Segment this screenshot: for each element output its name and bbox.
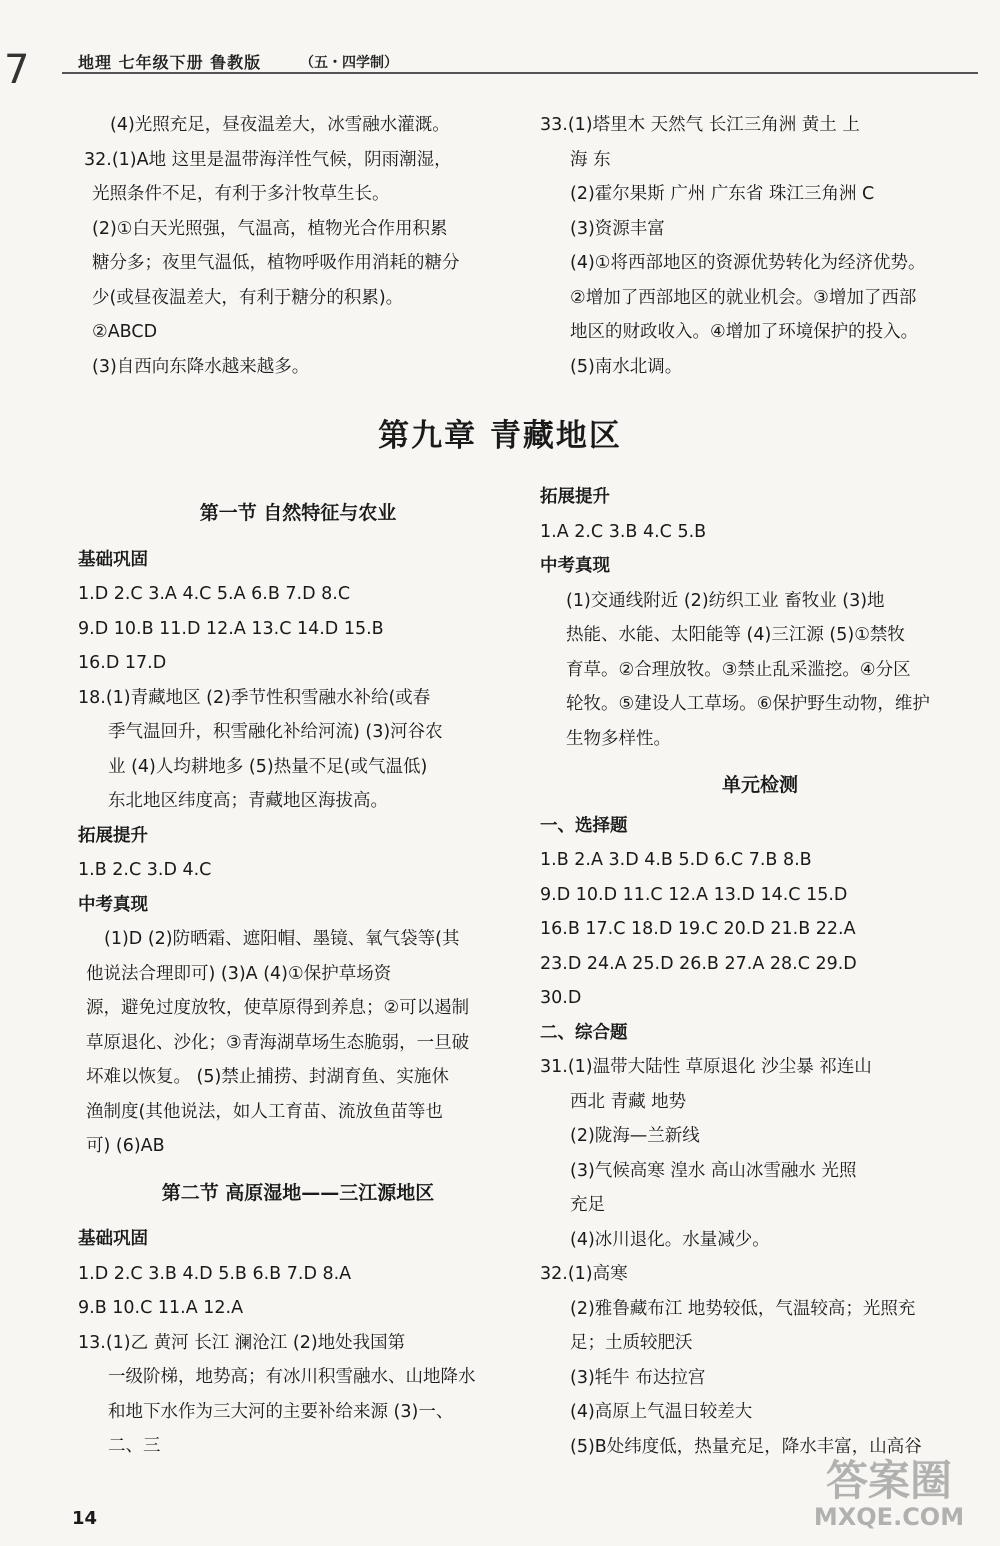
answer-line: 业 (4)人均耕地多 (5)热量不足(或气温低) xyxy=(108,756,428,777)
section-title: 第一节 自然特征与农业 xyxy=(199,502,397,524)
answer-line: (3)资源丰富 xyxy=(570,218,665,239)
answer-line: 1.D 2.C 3.B 4.D 5.B 6.B 7.D 8.A xyxy=(78,1263,352,1284)
answer-line: 23.D 24.A 25.D 26.B 27.A 28.C 29.D xyxy=(540,953,857,974)
answer-line: 光照条件不足，有利于多汁牧草生长。 xyxy=(92,184,390,204)
chapter-title: 第九章 青藏地区 xyxy=(378,418,622,454)
page-header xyxy=(0,36,1000,93)
answer-line: 西北 青藏 地势 xyxy=(570,1091,687,1112)
answer-line: 二、三 xyxy=(108,1436,161,1456)
answer-line: 足；土质较肥沃 xyxy=(570,1333,693,1353)
subsection-heading: 一、选择题 xyxy=(540,815,628,836)
answer-line: 草原退化、沙化；③青海湖草场生态脆弱，一旦破 xyxy=(86,1032,470,1053)
answer-line: ②增加了西部地区的就业机会。③增加了西部 xyxy=(570,287,917,308)
answer-line: 热能、水能、太阳能等 (4)三江源 (5)①禁牧 xyxy=(566,625,905,645)
answer-line: (1)D (2)防晒霜、遮阳帽、墨镜、氧气袋等(其 xyxy=(104,929,460,949)
answer-line: 16.B 17.C 18.D 19.C 20.D 21.B 22.A xyxy=(540,919,856,939)
answer-line: (2)①白天光照强，气温高，植物光合作用积累 xyxy=(92,218,448,239)
answer-line: 育草。②合理放牧。③禁止乱采滥挖。④分区 xyxy=(566,659,911,680)
answer-line: 9.D 10.D 11.C 12.A 13.D 14.C 15.D xyxy=(540,884,848,905)
unit-test-title: 单元检测 xyxy=(721,774,798,796)
subsection-heading: 二、综合题 xyxy=(540,1022,628,1043)
top-right-column xyxy=(540,108,980,384)
right-column xyxy=(540,480,980,1464)
answer-line: 16.D 17.D xyxy=(78,653,167,673)
answer-line: (2)雅鲁藏布江 地势较低，气温较高；光照充 xyxy=(570,1298,916,1319)
answer-line: 轮牧。⑤建设人工草场。⑥保护野生动物，维护 xyxy=(566,694,930,714)
answer-line: 源，避免过度放牧，使草原得到养息；②可以遏制 xyxy=(86,998,470,1018)
answer-line: 地区的财政收入。④增加了环境保护的投入。 xyxy=(570,322,919,342)
answer-line: (4)冰川退化。水量减少。 xyxy=(570,1229,770,1250)
answer-line: 32.(1)A地 这里是温带海洋性气候，阴雨潮湿， xyxy=(84,149,452,170)
answer-line: 32.(1)高寒 xyxy=(540,1264,628,1284)
answer-line: 1.D 2.C 3.A 4.C 5.A 6.B 7.D 8.C xyxy=(78,584,351,604)
subsection-heading: 拓展提升 xyxy=(540,487,610,507)
answer-line: 一级阶梯，地势高；有冰川积雪融水、山地降水 xyxy=(108,1367,476,1387)
answer-line: 1.B 2.C 3.D 4.C xyxy=(78,860,212,880)
answer-line: 9.D 10.B 11.D 12.A 13.C 14.D 15.B xyxy=(78,618,384,639)
watermark-logo xyxy=(794,1458,984,1530)
answer-line: 30.D xyxy=(540,988,582,1008)
answer-line: 东北地区纬度高；青藏地区海拔高。 xyxy=(108,791,388,811)
left-column xyxy=(78,496,518,1464)
answer-line: 9.B 10.C 11.A 12.A xyxy=(78,1298,244,1318)
answer-line: 33.(1)塔里木 天然气 长江三角洲 黄土 上 xyxy=(540,115,860,135)
answer-line: 31.(1)温带大陆性 草原退化 沙尘暴 祁连山 xyxy=(540,1057,872,1077)
answer-line: 13.(1)乙 黄河 长江 澜沧江 (2)地处我国第 xyxy=(78,1332,406,1353)
subsection-heading: 基础巩固 xyxy=(78,1229,148,1249)
answer-line: (5)南水北调。 xyxy=(570,356,683,377)
answer-line: 生物多样性。 xyxy=(566,728,671,749)
answer-line: (4)高原上气温日较差大 xyxy=(570,1402,753,1422)
answer-line: ②ABCD xyxy=(92,322,158,342)
answer-line: 可) (6)AB xyxy=(86,1136,165,1156)
answer-line: (5)B处纬度低，热量充足，降水丰富，山高谷 xyxy=(570,1436,922,1457)
subsection-heading: 中考真现 xyxy=(78,894,148,915)
corner-mark: 7 xyxy=(4,47,30,93)
answer-line: 渔制度(其他说法，如人工育苗、流放鱼苗等也 xyxy=(86,1101,443,1122)
subsection-heading: 基础巩固 xyxy=(78,549,148,570)
answer-line: 坏难以恢复。 (5)禁止捕捞、封湖育鱼、实施休 xyxy=(86,1067,449,1087)
answer-line: (3)气候高寒 湟水 高山冰雪融水 光照 xyxy=(570,1160,857,1181)
page-number: 14 xyxy=(72,1508,98,1529)
answer-line: 1.A 2.C 3.B 4.C 5.B xyxy=(540,521,707,542)
answer-line: (3)自西向东降水越来越多。 xyxy=(92,356,310,377)
answer-line: 糖分多；夜里气温低，植物呼吸作用消耗的糖分 xyxy=(92,253,460,273)
watermark-url: MXQE.COM xyxy=(813,1503,965,1531)
answer-line: (1)交通线附近 (2)纺织工业 畜牧业 (3)地 xyxy=(566,590,885,611)
answer-line: 和地下水作为三大河的主要补给来源 (3)一、 xyxy=(108,1401,454,1422)
book-edition: （五・四学制） xyxy=(300,55,398,71)
section-title: 第二节 高原湿地——三江源地区 xyxy=(161,1181,435,1204)
answer-line: (2)陇海—兰新线 xyxy=(570,1126,700,1146)
book-title: 地理 七年级下册 鲁教版 xyxy=(78,53,262,72)
subsection-heading: 中考真现 xyxy=(540,556,610,576)
header-rule xyxy=(62,72,978,74)
answer-line: 1.B 2.A 3.D 4.B 5.D 6.C 7.B 8.B xyxy=(540,850,812,870)
answer-line: (3)牦牛 布达拉宫 xyxy=(570,1367,706,1388)
answer-line: 海 东 xyxy=(570,149,611,170)
watermark-text: 答案圈 xyxy=(825,1456,952,1505)
answer-line: 18.(1)青藏地区 (2)季节性积雪融水补给(或春 xyxy=(78,687,431,708)
top-left-column xyxy=(84,108,524,384)
answer-line: (4)光照充足，昼夜温差大，冰雪融水灌溉。 xyxy=(110,115,450,135)
subsection-heading: 拓展提升 xyxy=(78,825,148,846)
answer-line: (2)霍尔果斯 广州 广东省 珠江三角洲 C xyxy=(570,184,875,204)
answer-line: 少(或昼夜温差大，有利于糖分的积累)。 xyxy=(92,287,404,308)
answer-line: 他说法合理即可) (3)A (4)①保护草场资 xyxy=(86,963,392,984)
answer-line: 季气温回升，积雪融化补给河流) (3)河谷农 xyxy=(108,722,443,742)
answer-line: 充足 xyxy=(570,1195,605,1215)
answer-line: (4)①将西部地区的资源优势转化为经济优势。 xyxy=(570,253,926,273)
